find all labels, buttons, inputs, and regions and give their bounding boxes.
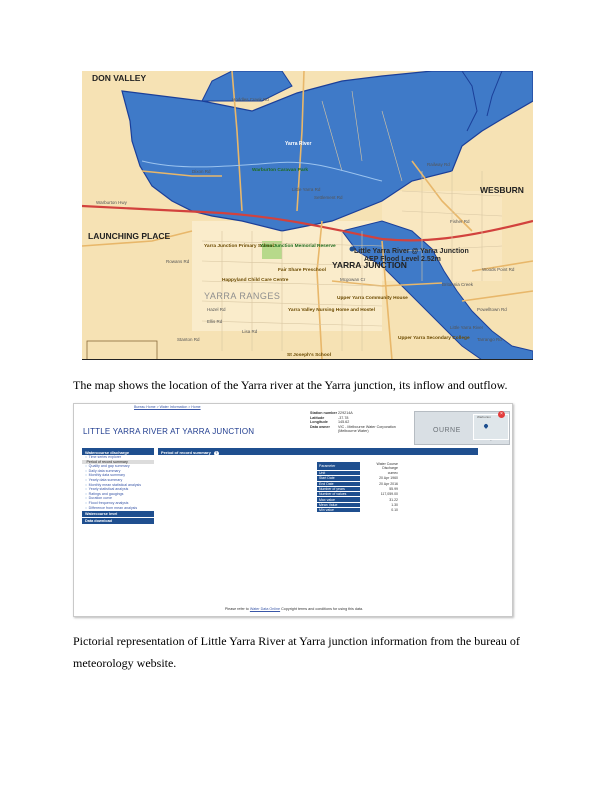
mini-map-inset-label: Warburton (477, 415, 491, 419)
content-header (158, 448, 478, 455)
sidebar-item-label: Period of record summary (86, 459, 128, 464)
region-label-wesburn: WESBURN (480, 185, 524, 195)
road-label: Stanton Rd (177, 337, 200, 342)
road-label: Tarrango Rd (477, 337, 502, 342)
road-label: Hazel Rd (207, 307, 226, 312)
close-icon[interactable]: × (498, 411, 505, 418)
bullet-icon: ○ (85, 500, 88, 505)
gauge-label: Little Yarra River @ Yarra Junction (354, 248, 469, 255)
bullet-icon: ○ (85, 473, 88, 478)
bullet-icon: ○ (85, 482, 88, 487)
region-label-don-valley: DON VALLEY (92, 73, 147, 83)
sidebar-item-label: Monthly data summary (88, 473, 126, 478)
param-name: End Date (317, 481, 361, 486)
poi-label: Upper Yarra Community House (337, 296, 408, 301)
road-label: Woods Point Rd (482, 267, 515, 272)
road-label: Lisa Rd (242, 329, 258, 334)
sidebar-item-label: Quality and gap summary (88, 464, 130, 469)
bullet-icon: ○ (85, 455, 88, 459)
poi-label: Happyland Child Care Centre (222, 278, 289, 283)
flood-map-figure (82, 71, 533, 360)
sidebar-menu (82, 455, 154, 510)
road-label: Dixon Rd (192, 169, 211, 174)
river-label: Yarra River (285, 141, 312, 147)
region-label-yarra-ranges: YARRA RANGES (204, 291, 281, 301)
bullet-icon: ○ (85, 468, 88, 473)
road-label: Little Yarra Rd (292, 187, 321, 192)
param-name: Mean Value (317, 502, 361, 507)
param-name: Min value (317, 508, 361, 513)
footer-note (74, 607, 513, 611)
water-data-online-link[interactable]: Water Data Online (249, 607, 281, 611)
bullet-icon: ○ (85, 477, 88, 482)
station-info (310, 411, 410, 434)
road-label: Mcgowan Cr (340, 277, 366, 282)
poi-label: Fair Share Preschool (278, 268, 326, 273)
road-label: Ellis Rd (207, 319, 223, 324)
sidebar (82, 448, 154, 524)
page-title: LITTLE YARRA RIVER AT YARRA JUNCTION (83, 427, 255, 436)
bullet-icon: ○ (85, 464, 88, 469)
breadcrumb[interactable]: Bureau Home > Water Information > Home (134, 405, 201, 409)
sidebar-item-watercourse-level[interactable]: Watercourse level (82, 511, 154, 517)
sidebar-heading[interactable]: Watercourse discharge (82, 448, 154, 455)
summary-table (316, 461, 401, 513)
sidebar-item-label: Flood frequency analysis (88, 500, 129, 505)
road-label: Britannia Creek (442, 282, 474, 287)
poi-label: Yarra Junction Primary School (204, 244, 274, 249)
bullet-icon: ○ (85, 496, 88, 501)
sidebar-item-label: Ratings and gaugings (88, 491, 124, 496)
sidebar-item-label: Duration curve (88, 496, 113, 501)
sidebar-item[interactable] (82, 506, 154, 511)
param-name: Number of values (317, 492, 361, 497)
mini-map-label: OURNE (433, 427, 461, 434)
map-caption: The map shows the location of the Yarra river at the Yarra junction, its inflow and outflow. (73, 378, 508, 392)
bullet-icon: ○ (85, 505, 88, 510)
region-label-launching-place: LAUNCHING PLACE (88, 231, 171, 241)
param-value: 1.30 (361, 502, 401, 507)
road-label: Fisher Rd (450, 219, 470, 224)
sidebar-item-label: Difference from mean analysis (88, 505, 138, 510)
road-label: Little Yarra River (450, 325, 484, 330)
content-header-label: Period of record summary (161, 449, 211, 455)
param-value: 117,059.00 (361, 492, 401, 497)
param-name: Number of years (317, 486, 361, 491)
poi-label: Warburton Caravan Park (252, 168, 309, 173)
table-row (317, 462, 401, 471)
station-row: Latitude -37.78 (310, 415, 349, 420)
param-value: 20 Apr 1960 (361, 476, 401, 481)
sidebar-item-label: Time series explorer (88, 455, 122, 459)
param-value: 20 Apr 2016 (361, 481, 401, 486)
poi-label: Upper Yarra Secondary College (398, 336, 470, 341)
road-label: Hoddles Creek Rd (232, 97, 269, 102)
road-label: Warburton Hwy (96, 200, 127, 205)
footer-text: Please refer to (224, 607, 249, 611)
sidebar-item-label: Yearly data summary (88, 477, 123, 482)
flood-map (82, 71, 533, 360)
param-value: 31.22 (361, 497, 401, 502)
table-row (317, 508, 401, 513)
param-value: 0.10 (361, 508, 401, 513)
station-row: Station number 229214A (310, 411, 353, 415)
bullet-icon: ○ (85, 491, 88, 496)
help-icon[interactable]: ? (215, 450, 218, 455)
station-row: Data owner VIC - Melbourne Water Corporation (Melbourne Water) (310, 424, 396, 433)
param-value: 55.99 (361, 486, 401, 491)
sidebar-item-label: Daily data summary (88, 468, 121, 473)
param-name: Unit (317, 471, 361, 476)
footer-text: Copyright terms and conditions for using this data. (281, 607, 364, 611)
sidebar-item-label: Monthly mean statistical analysis (88, 482, 142, 487)
station-row: Longitude 145.62 (310, 420, 350, 424)
sidebar-item-label: Yearly statistical analysis (88, 487, 129, 492)
bullet-icon: ○ (85, 487, 88, 492)
param-name: Parameter (317, 462, 361, 471)
flood-level-label: AEP Flood Level 2.52m (364, 256, 441, 263)
poi-label: St Joseph's School (287, 353, 332, 358)
bom-screenshot (73, 403, 513, 617)
param-name: Max value (317, 497, 361, 502)
poi-label: Yarra Valley Nursing Home and Hostel (288, 308, 375, 313)
road-label: Rowans Rd (166, 259, 190, 264)
road-label: Settlement Rd (314, 195, 343, 200)
screenshot-caption: Pictorial representation of Little Yarra River at Yarra junction information from the bureau of meteorology website. (73, 634, 520, 670)
param-name: Start Date (317, 476, 361, 481)
param-value: cumec (361, 471, 401, 476)
road-label: Railway Rd (427, 162, 450, 167)
poi-label: Yarra Junction Memorial Reserve (260, 244, 336, 249)
sidebar-item-data-download[interactable]: Data download (82, 518, 154, 524)
road-label: Powelltown Rd (477, 307, 507, 312)
param-value: Water Course Discharge (361, 462, 401, 471)
region-label-yarra-junction: YARRA JUNCTION (332, 260, 407, 270)
location-mini-map[interactable] (414, 411, 510, 445)
